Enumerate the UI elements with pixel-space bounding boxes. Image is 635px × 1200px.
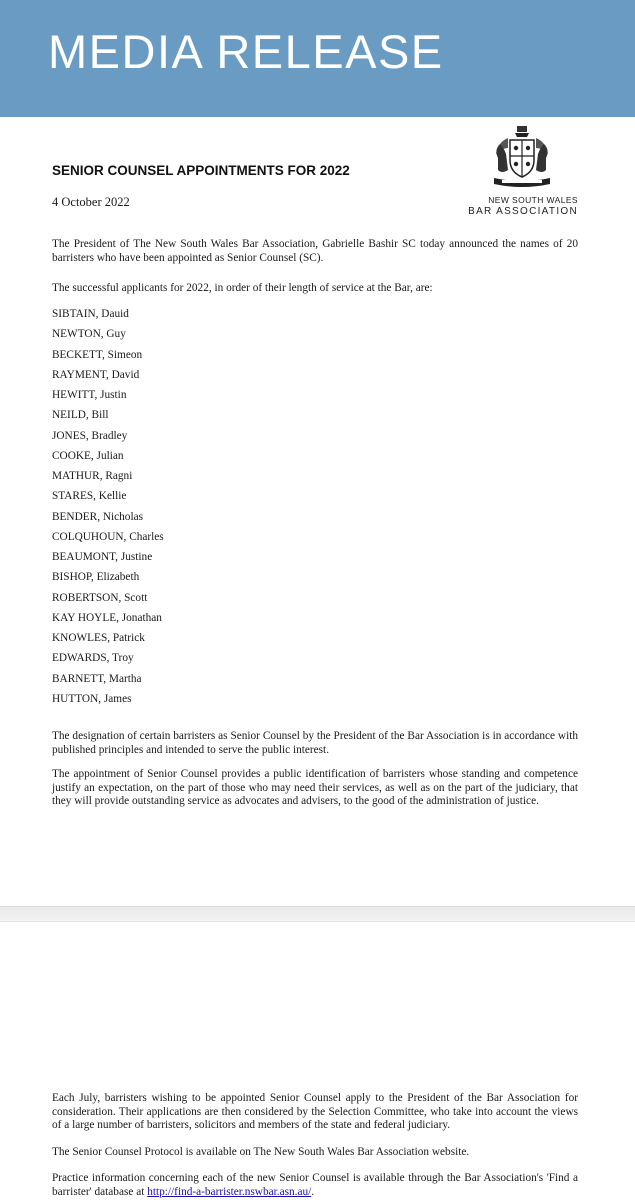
bar-association-logo bbox=[462, 124, 582, 219]
appointee-name: EDWARDS, Troy bbox=[52, 652, 134, 665]
appointee-name: SIBTAIN, Dauid bbox=[52, 308, 129, 320]
intro-paragraph: The President of The New South Wales Bar Association, Gabrielle Bashir SC today announced the names of 20 barristers who have been appointed as Senior Counsel (SC). bbox=[52, 238, 578, 264]
appointee-name: JONES, Bradley bbox=[52, 429, 128, 442]
appointee-name: NEILD, Bill bbox=[52, 409, 109, 422]
appointment-paragraph: The appointment of Senior Counsel provides a public identification of barristers whose standing and competence justify an expectation, on the part of those who may need their services, as well as on the part of the judiciary, that they will provide outstanding service as advocates and advisers, to the good of the administration of justice. bbox=[52, 768, 578, 807]
appointee-name: KNOWLES, Patrick bbox=[52, 632, 145, 644]
appointee-name: BECKETT, Simeon bbox=[52, 348, 143, 361]
logo-line-2: BAR ASSOCIATION bbox=[468, 206, 578, 217]
document-heading: SENIOR COUNSEL APPOINTMENTS FOR 2022 bbox=[52, 163, 350, 178]
appointee-name: MATHUR, Ragni bbox=[52, 470, 133, 482]
logo-line-1: NEW SOUTH WALES bbox=[488, 195, 578, 205]
page-break-divider bbox=[0, 906, 635, 922]
appointee-name: COLQUHOUN, Charles bbox=[52, 530, 164, 543]
find-a-barrister-link[interactable]: http://find-a-barrister.nswbar.asn.au/ bbox=[147, 1185, 312, 1198]
application-process-paragraph: Each July, barristers wishing to be appointed Senior Counsel apply to the President of the Bar Association for consideration. Their applications are then considered by the Selection Committee, who take into account the views of a large number of barristers, solicitors and members of the state and federal judiciary. bbox=[52, 1092, 578, 1131]
appointee-name: BEAUMONT, Justine bbox=[52, 551, 153, 563]
release-date: 4 October 2022 bbox=[52, 195, 130, 209]
coat-of-arms-icon bbox=[484, 124, 560, 192]
appointee-name: STARES, Kellie bbox=[52, 490, 127, 503]
appointee-name: ROBERTSON, Scott bbox=[52, 591, 148, 604]
appointee-name: HEWITT, Justin bbox=[52, 389, 127, 401]
protocol-paragraph: The Senior Counsel Protocol is available on The New South Wales Bar Association website. bbox=[52, 1146, 470, 1158]
appointee-name: HUTTON, James bbox=[52, 692, 132, 705]
appointee-name: COOKE, Julian bbox=[52, 449, 124, 462]
appointee-name: BENDER, Nicholas bbox=[52, 510, 143, 523]
media-release-banner bbox=[0, 0, 635, 117]
appointee-name: BARNETT, Martha bbox=[52, 672, 142, 685]
banner-title: MEDIA RELEASE bbox=[48, 25, 444, 78]
practice-info-end: . bbox=[311, 1185, 315, 1198]
appointee-name: NEWTON, Guy bbox=[52, 328, 126, 341]
applicants-intro-paragraph: The successful applicants for 2022, in order of their length of service at the Bar, are: bbox=[52, 282, 433, 294]
practice-info-text: Practice information concerning each of the new Senior Counsel is available through the Bar Association's 'Find a barrister' database at bbox=[52, 1172, 578, 1198]
appointee-name: RAYMENT, David bbox=[52, 368, 140, 381]
appointee-list bbox=[52, 307, 164, 712]
designation-paragraph: The designation of certain barristers as Senior Counsel by the President of the Bar Association is in accordance with published principles and intended to serve the public interest. bbox=[52, 730, 578, 756]
practice-info-paragraph bbox=[52, 1172, 578, 1199]
appointee-name: KAY HOYLE, Jonathan bbox=[52, 611, 162, 624]
appointee-name: BISHOP, Elizabeth bbox=[52, 571, 140, 584]
